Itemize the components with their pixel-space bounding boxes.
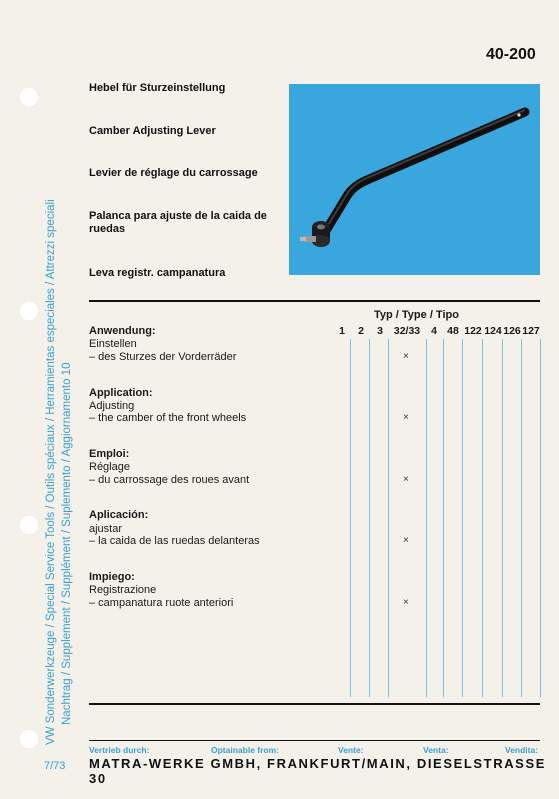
type-header: Typ / Type / Tipo [374,309,459,321]
issue-date: 7/73 [44,760,66,772]
column-header: 48 [447,325,459,337]
section-heading-it: Impiego: [89,571,135,583]
footer-label-de: Vertrieb durch: [89,745,150,755]
column-header: 2 [358,325,364,337]
column-divider [388,339,389,697]
column-header: 1 [339,325,345,337]
column-header: 127 [522,325,540,337]
column-header: 122 [464,325,482,337]
column-divider [540,339,541,697]
section-text: – des Sturzes der Vorderräder [89,351,237,363]
section-text: Einstellen [89,338,137,350]
tool-photo [289,84,540,275]
column-divider [443,339,444,697]
top-rule [89,300,540,302]
binder-hole [19,515,39,535]
column-divider [369,339,370,697]
applicability-mark: × [403,412,409,423]
applicability-mark: × [403,535,409,546]
applicability-mark: × [403,474,409,485]
bottom-rule [89,703,540,705]
binder-hole [19,729,39,749]
camber-lever-image [289,84,540,275]
footer-label-es: Venta: [423,745,449,755]
section-text: – the camber of the front wheels [89,412,247,424]
section-text: Réglage [89,461,130,473]
column-divider [462,339,463,697]
section-heading-fr: Emploi: [89,448,130,460]
section-text: – la caida de las ruedas delanteras [89,535,260,547]
section-heading-de: Anwendung: [89,325,156,337]
title-fr: Levier de réglage du carrossage [89,167,258,179]
binder-hole [19,87,39,107]
title-es: Palanca para ajuste de la caida de ruedas [89,210,267,235]
supplier-address: MATRA-WERKE GMBH, FRANKFURT/MAIN, DIESELSTRASSE 30 [89,756,546,786]
title-de: Hebel für Sturzeinstellung [89,82,226,94]
section-text: – du carrossage des roues avant [89,474,250,486]
column-divider [482,339,483,697]
section-heading-es: Aplicación: [89,509,149,521]
column-header: 126 [503,325,521,337]
document-number: 40-200 [486,46,536,63]
column-divider [521,339,522,697]
column-header: 124 [484,325,502,337]
footer-label-en: Optainable from: [211,745,280,755]
side-supplement: Nachtrag / Supplement / Supplément / Suplemento / Aggiornamento 10 [61,362,73,725]
column-header: 3 [377,325,383,337]
column-divider [350,339,351,697]
section-text: Adjusting [89,400,135,412]
column-divider [502,339,503,697]
footer-rule [89,740,540,741]
title-en: Camber Adjusting Lever [89,125,216,137]
side-title: VW Sonderwerkzeuge / Special Service Tools / Outils spéciaux / Herramientas especiales / Attrezzi speciali [45,199,57,745]
column-header: 32/33 [393,325,421,337]
applicability-mark: × [403,597,409,608]
section-heading-en: Application: [89,387,153,399]
section-text: Registrazione [89,584,157,596]
binder-hole [19,301,39,321]
column-header: 4 [431,325,437,337]
section-text: ajustar [89,523,123,535]
column-divider [426,339,427,697]
section-text: – campanatura ruote anteriori [89,597,234,609]
title-it: Leva registr. campanatura [89,267,226,279]
applicability-mark: × [403,351,409,362]
footer-label-it: Vendita: [505,745,539,755]
footer-label-fr: Vente: [338,745,364,755]
